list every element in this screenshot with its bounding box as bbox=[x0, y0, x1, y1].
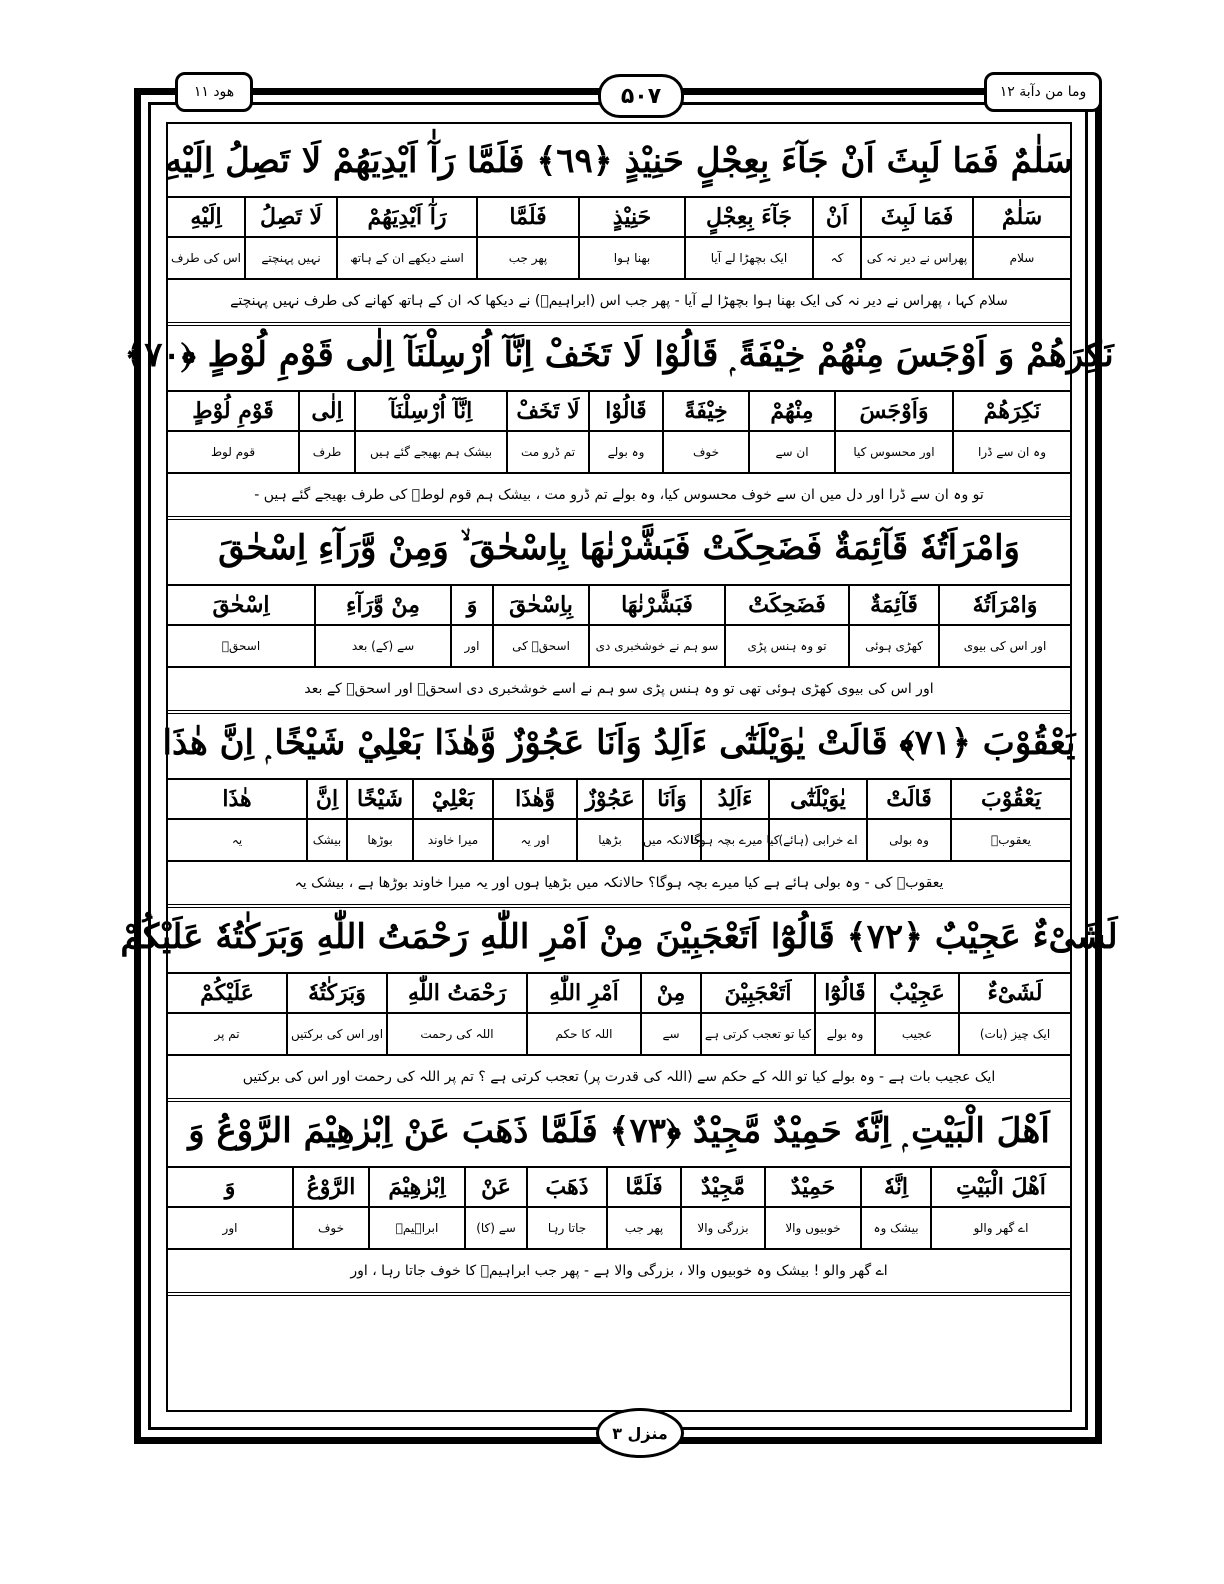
arabic-word: لَشَیْءٌ bbox=[958, 974, 1070, 1012]
word-gloss: تو وہ ہنس پڑی bbox=[724, 626, 848, 666]
arabic-word: مِنْهُمْ bbox=[748, 392, 834, 430]
arabic-verse-line: اَهْلَ الْبَيْتِ ۭ اِنَّهٗ حَمِيْدٌ مَّجِيْدٌ ﴿٧٣﴾ فَلَمَّا ذَهَبَ عَنْ اِبْرٰهِيْمَ الرَّوْعُ وَ bbox=[168, 1094, 1070, 1168]
arabic-word: اِسْحٰقَ bbox=[212, 592, 270, 618]
word-gloss: کیا تو تعجب کرتی ہے bbox=[700, 1014, 814, 1054]
arabic-word-row bbox=[168, 198, 1070, 238]
word-gloss: اے خرابی (ہائے) bbox=[768, 820, 866, 860]
arabic-word: هٰذَا bbox=[222, 786, 252, 812]
arabic-word: وَبَرَكٰتُهٗ bbox=[286, 974, 386, 1012]
verse-block bbox=[168, 512, 1070, 714]
arabic-word-row bbox=[168, 1168, 1070, 1208]
word-gloss: بوڑھا bbox=[346, 820, 412, 860]
arabic-word: عَنْ bbox=[464, 1168, 526, 1206]
word-gloss: طرف bbox=[298, 432, 354, 472]
word-gloss: بھنا ہوا bbox=[578, 238, 684, 278]
arabic-word: وَامْرَاَتُهٗ bbox=[938, 586, 1070, 624]
word-gloss: یہ bbox=[231, 833, 243, 847]
arabic-verse-line: سَلٰمٌ فَمَا لَبِثَ اَنْ جَآءَ بِعِجْلٍ حَنِيْذٍ ﴿٦٩﴾ فَلَمَّا رَآٰ اَيْدِيَهُمْ لَا تَصِلُ اِلَيْهِ bbox=[168, 124, 1070, 198]
word-gloss: تم ڈرو مت bbox=[506, 432, 588, 472]
arabic-word: اِنَّآ اُرْسِلْنَآ bbox=[354, 392, 506, 430]
arabic-word: بَعْلِيْ bbox=[412, 780, 492, 818]
word-gloss: اور bbox=[450, 626, 492, 666]
arabic-word: جَآءَ بِعِجْلٍ bbox=[684, 198, 812, 236]
urdu-gloss-row bbox=[168, 820, 1070, 862]
arabic-word: قَالُوْٓا bbox=[814, 974, 874, 1012]
word-gloss: اے گھر والو bbox=[930, 1208, 1070, 1248]
arabic-word: اِبْرٰهِيْمَ bbox=[368, 1168, 464, 1206]
arabic-word: عَجُوْزٌ bbox=[576, 780, 642, 818]
urdu-gloss-row bbox=[168, 432, 1070, 474]
word-gloss: ابراہیمؑ bbox=[368, 1208, 464, 1248]
word-gloss: وہ ان سے ڈرا bbox=[952, 432, 1070, 472]
verse-block bbox=[162, 706, 1076, 908]
verse-block bbox=[124, 318, 1114, 520]
arabic-word: يَعْقُوْبَ bbox=[950, 780, 1070, 818]
word-gloss: سے (کا) bbox=[464, 1208, 526, 1248]
arabic-word: حَنِيْذٍ bbox=[578, 198, 684, 236]
word-gloss: کہ bbox=[812, 238, 860, 278]
word-gloss: سو ہم نے خوشخبری دی bbox=[588, 626, 724, 666]
word-gloss: اسنے دیکھے ان کے ہاتھ bbox=[336, 238, 476, 278]
word-gloss: اور یہ bbox=[492, 820, 576, 860]
arabic-word: رَحْمَتُ اللّٰهِ bbox=[386, 974, 526, 1012]
arabic-word: فَبَشَّرْنٰهَا bbox=[588, 586, 724, 624]
arabic-word: الرَّوْعُ bbox=[292, 1168, 368, 1206]
arabic-word: شَيْخًا bbox=[346, 780, 412, 818]
word-gloss: میرا خاوند bbox=[412, 820, 492, 860]
arabic-word-row bbox=[168, 780, 1070, 820]
word-gloss: جاتا رہا bbox=[526, 1208, 606, 1248]
arabic-word: وَ bbox=[450, 586, 492, 624]
manzil-marker: منزل ۳ bbox=[596, 1408, 684, 1458]
urdu-gloss-row bbox=[168, 1208, 1070, 1250]
arabic-verse-line: نَكِرَهُمْ وَ اَوْجَسَ مِنْهُمْ خِيْفَةً ۭ قَالُوْا لَا تَخَفْ اِنَّآ اُرْسِلْنَآ اِلٰى قَوْمِ لُوْطٍ ﴿٧٠﴾ bbox=[168, 318, 1070, 392]
arabic-word: خِيْفَةً bbox=[662, 392, 748, 430]
arabic-word: فَلَمَّا bbox=[606, 1168, 680, 1206]
word-gloss: سے bbox=[640, 1014, 700, 1054]
arabic-word: عَلَيْكُمْ bbox=[200, 980, 254, 1006]
word-gloss: اللہ کی رحمت bbox=[386, 1014, 526, 1054]
word-gloss: یعقوبؑ bbox=[950, 820, 1070, 860]
arabic-word: قَآئِمَةٌ bbox=[848, 586, 938, 624]
word-gloss: بیشک bbox=[306, 820, 346, 860]
urdu-gloss-row bbox=[168, 238, 1070, 280]
word-gloss: اور bbox=[222, 1221, 238, 1235]
word-gloss: قوم لوط bbox=[210, 445, 256, 459]
arabic-word: اَهْلَ الْبَيْتِ bbox=[930, 1168, 1070, 1206]
urdu-gloss-row bbox=[168, 1014, 1070, 1056]
word-gloss: کھڑی ہوئی bbox=[848, 626, 938, 666]
word-gloss: اللہ کا حکم bbox=[526, 1014, 640, 1054]
arabic-word: اَنْ bbox=[812, 198, 860, 236]
arabic-word: اَتَعْجَبِيْنَ bbox=[700, 974, 814, 1012]
arabic-word: اِلٰى bbox=[298, 392, 354, 430]
arabic-word: رَآٰ اَيْدِيَهُمْ bbox=[336, 198, 476, 236]
word-gloss: بیشک ہم بھیجے گئے ہیں bbox=[354, 432, 506, 472]
arabic-word: اِنَّهٗ bbox=[860, 1168, 930, 1206]
page-number: ۵۰۷ bbox=[598, 74, 684, 118]
urdu-translation-line: اور اس کی بیوی کھڑی ہوئی تھی تو وہ ہنس پڑی سو ہم نے اسے خوشخبری دی اسحقؑ اور اسحقؑ کے بعد bbox=[168, 668, 1070, 714]
word-gloss: اسحقؑ bbox=[221, 639, 261, 653]
arabic-word: مَّجِيْدٌ bbox=[680, 1168, 764, 1206]
arabic-word: يٰوَيْلَتٰٓى bbox=[768, 780, 866, 818]
arabic-verse-line: وَامْرَاَتُهٗ قَآئِمَةٌ فَضَحِكَتْ فَبَشَّرْنٰهَا بِاِسْحٰقَ ۙ وَمِنْ وَّرَآءِ اِسْحٰقَ bbox=[168, 512, 1070, 586]
word-gloss: خوبیوں والا bbox=[764, 1208, 860, 1248]
arabic-word: وَ bbox=[224, 1174, 236, 1200]
urdu-translation-line: یعقوبؑ کی - وہ بولی ہائے ہے کیا میرے بچہ ہوگا؟ حالانکہ میں بڑھیا ہوں اور یہ میرا خاوند بوڑھا ہے ، بیشک یہ bbox=[168, 862, 1070, 908]
verse-block bbox=[120, 900, 1118, 1102]
juz-label: وما من دآبة ۱۲ bbox=[984, 72, 1102, 112]
word-gloss: تم پر bbox=[214, 1027, 240, 1041]
word-gloss: سے (کے) بعد bbox=[314, 626, 450, 666]
arabic-word: قَوْمِ لُوْطٍ bbox=[192, 398, 274, 424]
arabic-word: وَاَوْجَسَ bbox=[834, 392, 952, 430]
word-gloss: پھر جب bbox=[606, 1208, 680, 1248]
word-gloss: بیشک وہ bbox=[860, 1208, 930, 1248]
arabic-word: مِنْ bbox=[640, 974, 700, 1012]
urdu-translation-line: تو وہ ان سے ڈرا اور دل میں ان سے خوف محسوس کیا، وہ بولے تم ڈرو مت ، بیشک ہم قوم لوطؑ کی طرف بھیجے گئے ہیں - bbox=[168, 474, 1070, 520]
word-gloss: پھر جب bbox=[476, 238, 578, 278]
arabic-word: لَا تَخَفْ bbox=[506, 392, 588, 430]
arabic-word: اِنَّ bbox=[306, 780, 346, 818]
arabic-word: فَمَا لَبِثَ bbox=[860, 198, 972, 236]
arabic-word-row bbox=[168, 392, 1070, 432]
arabic-word-row bbox=[168, 586, 1070, 626]
urdu-translation-line: سلام کہا ، پھراس نے دیر نہ کی ایک بھنا ہوا بچھڑا لے آیا - پھر جب اس (ابراہیمؑ) نے دیکھا کہ ان کے ہاتھ کھانے کی طرف نہیں پہنچتے bbox=[168, 280, 1070, 326]
word-gloss: کیا میرے بچہ ہوگا bbox=[700, 820, 768, 860]
word-gloss: ان سے bbox=[748, 432, 834, 472]
arabic-word: فَضَحِكَتْ bbox=[724, 586, 848, 624]
arabic-word: قَالَتْ bbox=[866, 780, 950, 818]
word-gloss: وہ بولی bbox=[866, 820, 950, 860]
arabic-word: مِنْ وَّرَآءِ bbox=[314, 586, 450, 624]
word-gloss: اور محسوس کیا bbox=[834, 432, 952, 472]
word-gloss: اس کی طرف bbox=[171, 251, 241, 265]
word-gloss: بڑھیا bbox=[576, 820, 642, 860]
verse-block bbox=[168, 1094, 1070, 1296]
word-gloss: اسحقؑ کی bbox=[492, 626, 588, 666]
word-gloss: ایک بچھڑا لے آیا bbox=[684, 238, 812, 278]
arabic-word: لَا تَصِلُ bbox=[244, 198, 336, 236]
arabic-word: اَمْرِ اللّٰهِ bbox=[526, 974, 640, 1012]
page-content bbox=[120, 122, 1118, 1412]
arabic-word: سَلٰمٌ bbox=[972, 198, 1070, 236]
arabic-word: بِاِسْحٰقَ bbox=[492, 586, 588, 624]
arabic-word: وَاَنَا bbox=[642, 780, 700, 818]
word-gloss: ایک چیز (بات) bbox=[958, 1014, 1070, 1054]
arabic-verse-line: لَشَیْءٌ عَجِيْبٌ ﴿٧٢﴾ قَالُوْٓا اَتَعْجَبِيْنَ مِنْ اَمْرِ اللّٰهِ رَحْمَتُ اللّٰهِ وَبَرَكٰتُهٗ عَلَيْكُمْ bbox=[168, 900, 1070, 974]
word-gloss: خوف bbox=[292, 1208, 368, 1248]
word-gloss: حالانکہ میں bbox=[642, 820, 700, 860]
urdu-gloss-row bbox=[168, 626, 1070, 668]
arabic-word: حَمِيْدٌ bbox=[764, 1168, 860, 1206]
verse-block bbox=[165, 124, 1073, 326]
arabic-word: نَكِرَهُمْ bbox=[952, 392, 1070, 430]
word-gloss: سلام bbox=[972, 238, 1070, 278]
word-gloss: خوف bbox=[662, 432, 748, 472]
arabic-word: قَالُوْا bbox=[588, 392, 662, 430]
word-gloss: نہیں پہنچتے bbox=[244, 238, 336, 278]
word-gloss: اور اس کی بیوی bbox=[938, 626, 1070, 666]
word-gloss: اور اس کی برکتیں bbox=[286, 1014, 386, 1054]
arabic-word: عَجِيْبٌ bbox=[874, 974, 958, 1012]
urdu-translation-line: اے گھر والو ! بیشک وہ خوبیوں والا ، بزرگی والا ہے - پھر جب ابراہیمؑ کا خوف جاتا رہا ، اور bbox=[168, 1250, 1070, 1296]
arabic-word: ذَهَبَ bbox=[526, 1168, 606, 1206]
word-gloss: پھراس نے دیر نہ کی bbox=[860, 238, 972, 278]
surah-label: هود ۱۱ bbox=[175, 72, 253, 112]
arabic-word-row bbox=[168, 974, 1070, 1014]
arabic-word: فَلَمَّا bbox=[476, 198, 578, 236]
word-gloss: عجیب bbox=[874, 1014, 958, 1054]
arabic-word: وَّهٰذَا bbox=[492, 780, 576, 818]
arabic-word: ءَاَلِدُ bbox=[700, 780, 768, 818]
urdu-translation-line: ایک عجیب بات ہے - وہ بولے کیا تو اللہ کے حکم سے (اللہ کی قدرت پر) تعجب کرتی ہے ؟ تم پر اللہ کی رحمت اور اس کی برکتیں bbox=[168, 1056, 1070, 1102]
word-gloss: بزرگی والا bbox=[680, 1208, 764, 1248]
word-gloss: وہ بولے bbox=[588, 432, 662, 472]
arabic-word: اِلَيْهِ bbox=[190, 204, 222, 230]
word-gloss: وہ بولے bbox=[814, 1014, 874, 1054]
arabic-verse-line: يَعْقُوْبَ ﴿٧١﴾ قَالَتْ يٰوَيْلَتٰٓى ءَاَلِدُ وَاَنَا عَجُوْزٌ وَّهٰذَا بَعْلِيْ شَيْخًا ۭ اِنَّ هٰذَا bbox=[168, 706, 1070, 780]
